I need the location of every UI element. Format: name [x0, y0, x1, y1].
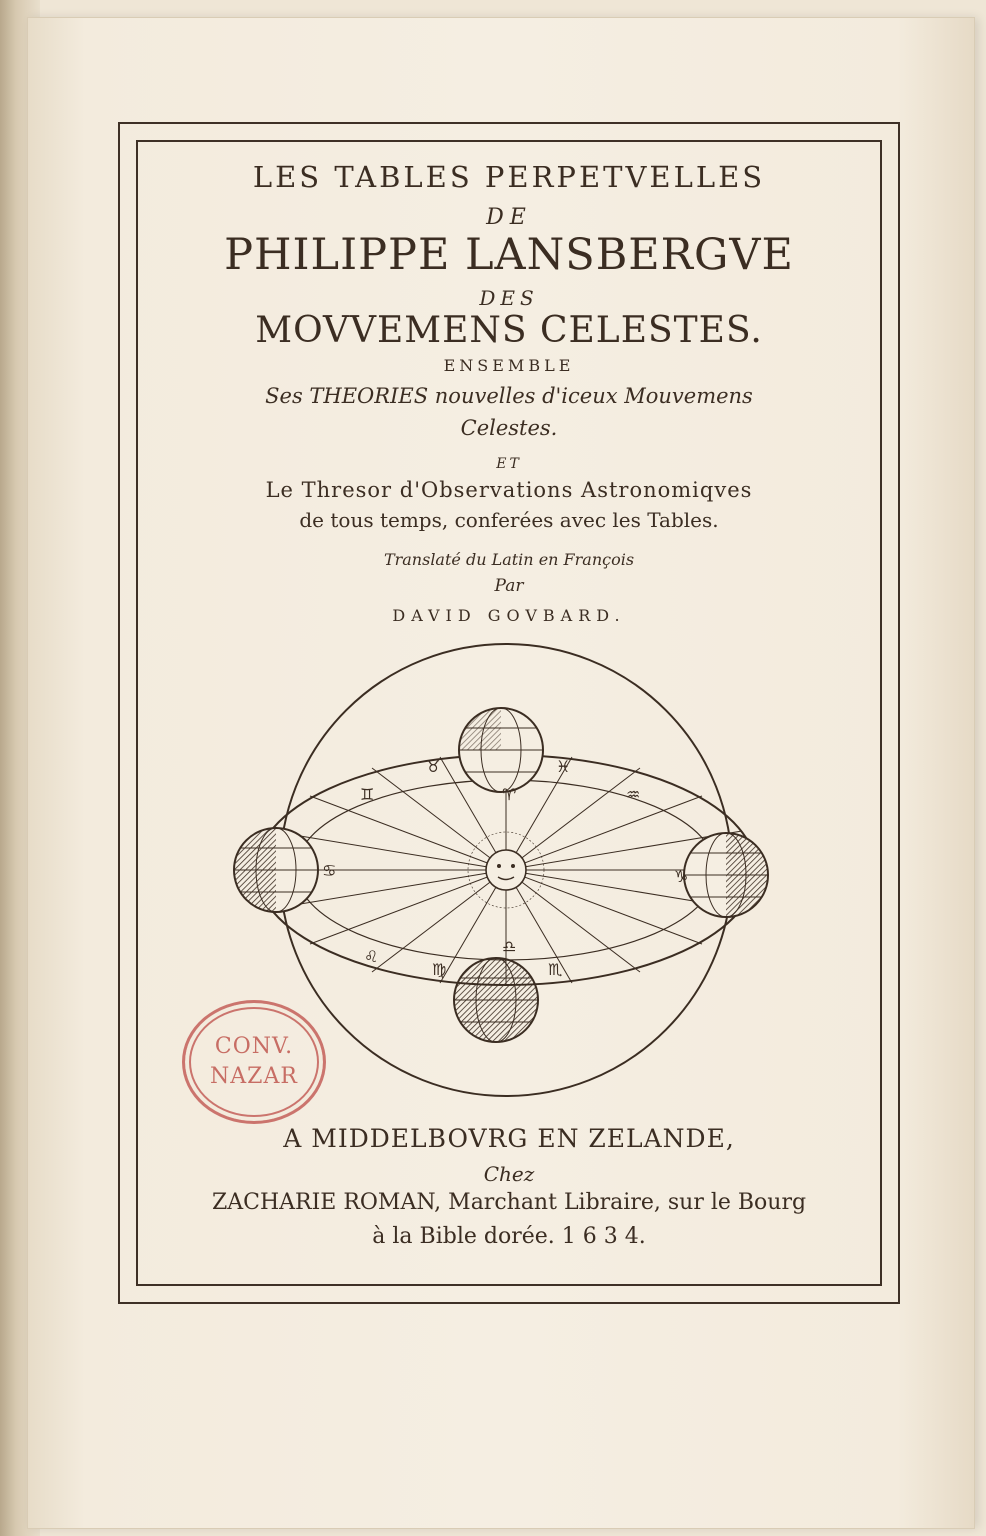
title-line-2: DE	[486, 205, 532, 230]
svg-text:♑: ♑	[674, 867, 689, 886]
title-line-8: Celestes.	[460, 416, 558, 440]
imprint-chez: Chez	[483, 1162, 535, 1186]
earth-globe-left	[234, 828, 318, 912]
svg-text:♎: ♎	[502, 937, 517, 956]
translator-by: Par	[494, 576, 524, 596]
author-name: PHILIPPE LANSBERGVE	[224, 230, 794, 280]
svg-text:♊: ♊	[360, 785, 375, 804]
title-line-11: de tous temps, conferées avec les Tables.	[299, 508, 719, 532]
svg-text:♒: ♒	[626, 785, 641, 804]
svg-text:♓: ♓	[556, 757, 571, 776]
svg-text:♏: ♏	[548, 960, 563, 979]
library-stamp	[182, 1000, 326, 1124]
svg-text:♌: ♌	[364, 947, 379, 966]
title-line-9: ET	[496, 456, 522, 472]
title-line-10: Le Thresor d'Observations Astronomiqves	[265, 478, 753, 502]
title-line-6: ENSEMBLE	[443, 356, 575, 375]
translation-note: Translaté du Latin en François	[383, 550, 635, 569]
svg-text:♈: ♈	[502, 785, 517, 804]
title-line-7: Ses THEORIES nouvelles d'iceux Mouvemens	[265, 384, 753, 408]
svg-text:♉: ♉	[426, 757, 441, 776]
title-line-1: LES TABLES PERPETVELLES	[252, 160, 766, 194]
title-line-4: DES	[479, 286, 539, 310]
earth-globe-bottom	[454, 958, 538, 1042]
translator-name: DAVID GOVBARD.	[392, 606, 626, 625]
stamp-line-1: CONV.	[214, 1034, 294, 1059]
earth-globe-right	[684, 833, 768, 917]
svg-text:♍: ♍	[432, 960, 447, 979]
earth-globe-top	[459, 708, 543, 792]
imprint-address-year: à la Bible dorée. 1 6 3 4.	[372, 1224, 646, 1249]
stamp-line-2: NAZAR	[210, 1064, 298, 1089]
svg-text:♋: ♋	[322, 861, 337, 880]
sun-face	[486, 850, 526, 890]
imprint-printer: ZACHARIE ROMAN, Marchant Libraire, sur le Bourg	[211, 1190, 807, 1215]
title-line-5: MOVVEMENS CELESTES.	[255, 310, 763, 351]
imprint-place: A MIDDELBOVRG EN ZELANDE,	[283, 1124, 735, 1153]
